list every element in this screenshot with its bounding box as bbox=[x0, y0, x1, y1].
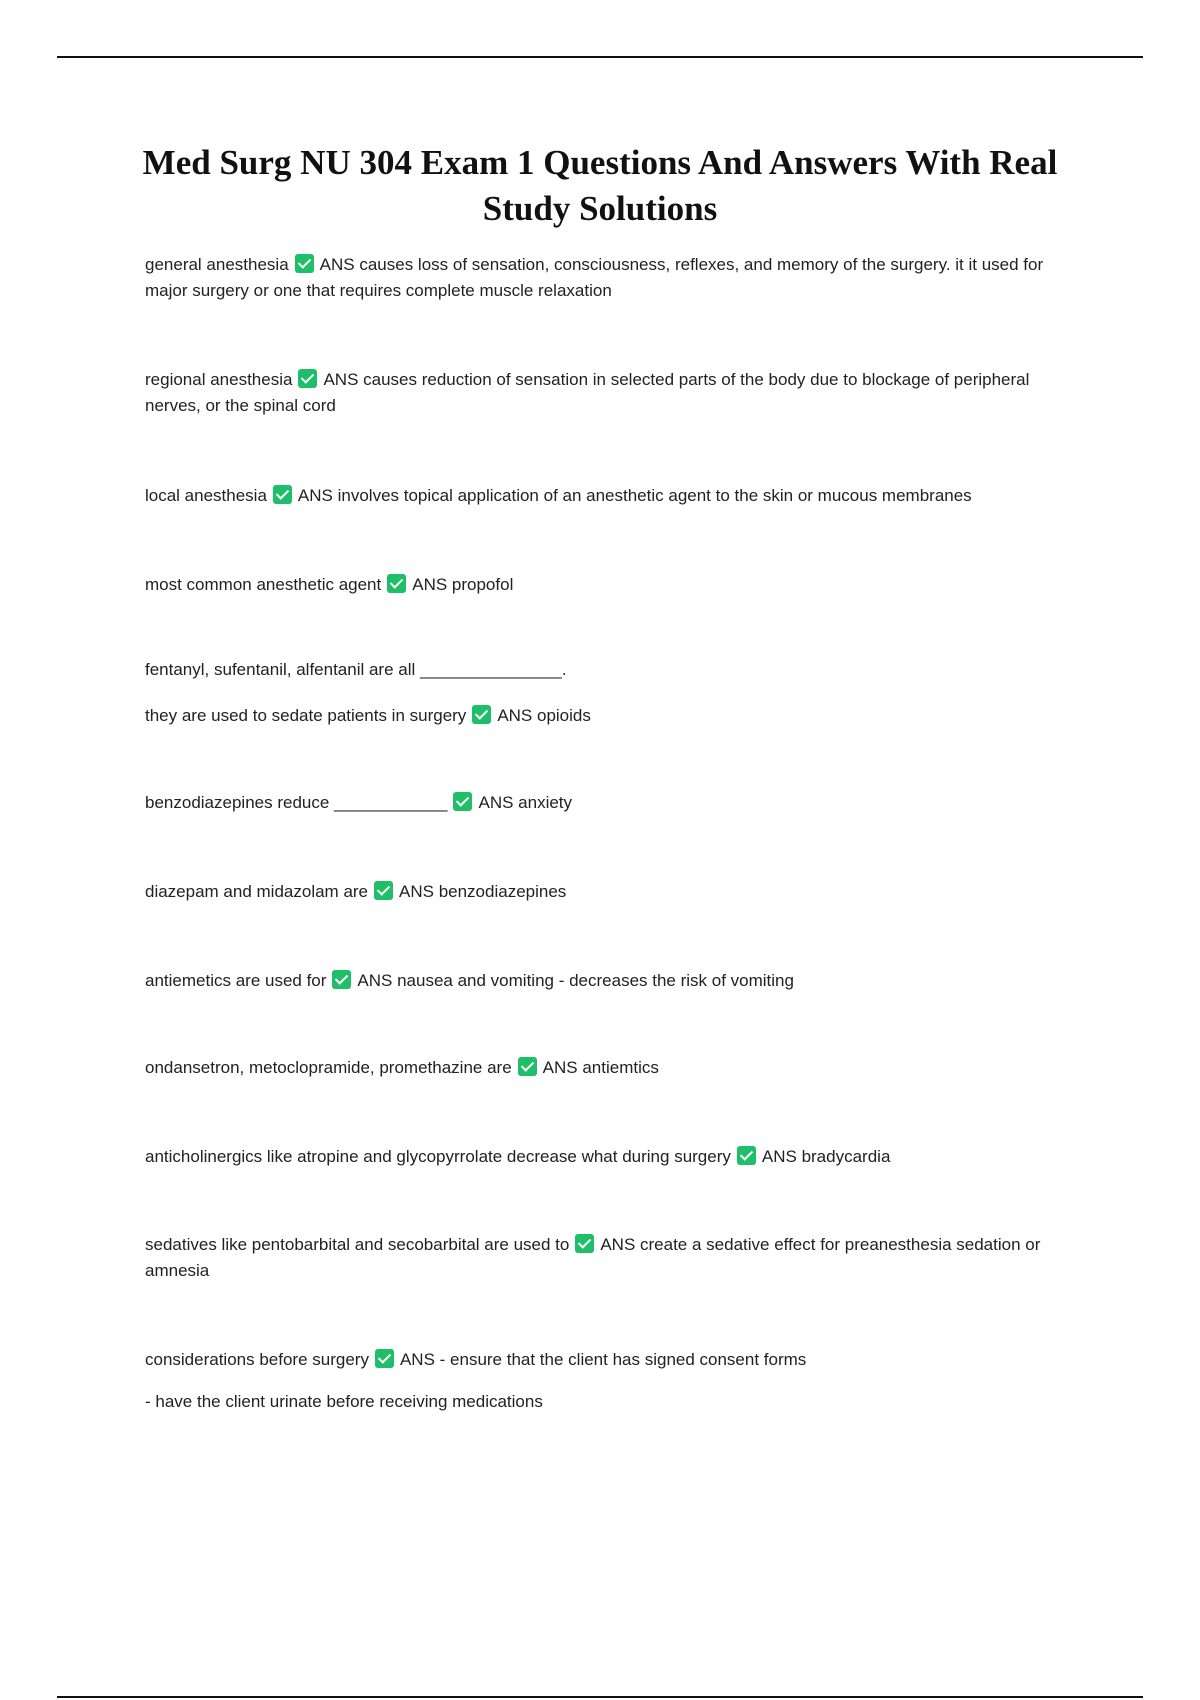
question-text: they are used to sedate patients in surgery bbox=[145, 706, 467, 725]
answer-text: ANS causes reduction of sensation in selected parts of the body due to blockage of peripheral nerves, or the spinal cord bbox=[145, 370, 1030, 415]
question-text: local anesthesia bbox=[145, 486, 267, 505]
qa-item-anesthetic-agent bbox=[145, 572, 1085, 598]
answer-text: - have the client urinate before receiving medications bbox=[145, 1392, 543, 1411]
answer-text: ANS involves topical application of an anesthetic agent to the skin or mucous membranes bbox=[297, 486, 972, 505]
checkmark-icon bbox=[374, 881, 393, 900]
page-title: Med Surg NU 304 Exam 1 Questions And Answers With Real Study Solutions bbox=[142, 143, 1058, 228]
answer-text: ANS propofol bbox=[412, 575, 514, 594]
answer-text: ANS bradycardia bbox=[761, 1147, 891, 1166]
answer-text: ANS benzodiazepines bbox=[399, 882, 567, 901]
question-text: fentanyl, sufentanil, alfentanil are all _______________. bbox=[145, 660, 567, 679]
question-text: antiemetics are used for bbox=[145, 971, 327, 990]
question-text: considerations before surgery bbox=[145, 1350, 369, 1369]
checkmark-icon bbox=[375, 1349, 394, 1368]
answer-text: ANS opioids bbox=[497, 706, 591, 725]
qa-item-antiemetics bbox=[145, 968, 1085, 994]
question-text: diazepam and midazolam are bbox=[145, 882, 369, 901]
qa-item-benzodiazepines-reduce bbox=[145, 790, 1085, 816]
qa-item-opioids bbox=[145, 657, 1085, 729]
qa-item-regional-anesthesia bbox=[145, 367, 1085, 419]
answer-text: ANS causes loss of sensation, consciousness, reflexes, and memory of the surgery. it it used for major surgery or one that requires complete muscle relaxation bbox=[145, 255, 1044, 300]
qa-item-anticholinergics bbox=[145, 1144, 1085, 1170]
answer-text: ANS anxiety bbox=[478, 793, 573, 812]
checkmark-icon bbox=[273, 485, 292, 504]
checkmark-icon bbox=[518, 1057, 537, 1076]
checkmark-icon bbox=[387, 574, 406, 593]
checkmark-icon bbox=[298, 369, 317, 388]
checkmark-icon bbox=[575, 1234, 594, 1253]
question-text: sedatives like pentobarbital and secobarbital are used to bbox=[145, 1235, 570, 1254]
question-text: ondansetron, metoclopramide, promethazine are bbox=[145, 1058, 512, 1077]
qa-item-sedatives bbox=[145, 1232, 1085, 1284]
checkmark-icon bbox=[295, 254, 314, 273]
qa-item-local-anesthesia bbox=[145, 483, 1085, 509]
qa-item-diazepam bbox=[145, 879, 1085, 905]
checkmark-icon bbox=[737, 1146, 756, 1165]
question-text: general anesthesia bbox=[145, 255, 289, 274]
question-text: regional anesthesia bbox=[145, 370, 293, 389]
checkmark-icon bbox=[472, 705, 491, 724]
question-text: benzodiazepines reduce ____________ bbox=[145, 793, 448, 812]
qa-item-considerations bbox=[145, 1347, 1085, 1415]
bottom-rule bbox=[57, 1696, 1143, 1698]
question-text: anticholinergics like atropine and glycopyrrolate decrease what during surgery bbox=[145, 1147, 731, 1166]
question-text: most common anesthetic agent bbox=[145, 575, 382, 594]
checkmark-icon bbox=[453, 792, 472, 811]
answer-text: ANS antiemtics bbox=[542, 1058, 659, 1077]
answer-text: ANS - ensure that the client has signed consent forms bbox=[399, 1350, 807, 1369]
checkmark-icon bbox=[332, 970, 351, 989]
qa-item-ondansetron bbox=[145, 1055, 1085, 1081]
answer-text: ANS create a sedative effect for preanesthesia sedation or amnesia bbox=[145, 1235, 1041, 1280]
qa-item-general-anesthesia bbox=[145, 252, 1085, 304]
answer-text: ANS nausea and vomiting - decreases the risk of vomiting bbox=[357, 971, 794, 990]
top-rule bbox=[57, 56, 1143, 58]
